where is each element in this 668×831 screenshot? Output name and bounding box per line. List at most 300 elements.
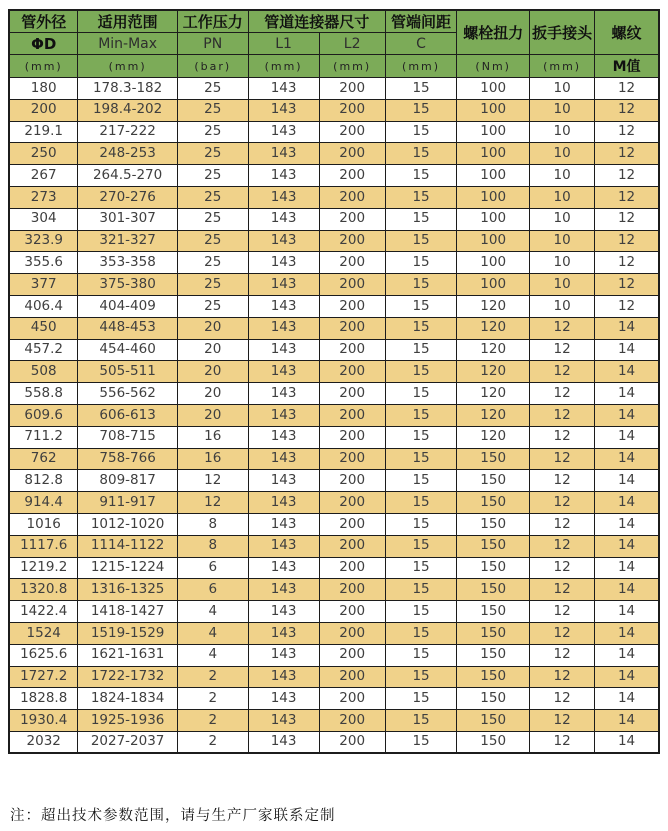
cell-working_pressure_bar: 8 (177, 513, 248, 535)
cell-thread_M_value: 14 (595, 731, 659, 753)
cell-working_pressure_bar: 20 (177, 361, 248, 383)
cell-bolt_torque_Nm: 100 (457, 252, 530, 274)
cell-L1_mm: 143 (248, 666, 319, 688)
cell-L1_mm: 143 (248, 644, 319, 666)
cell-bolt_torque_Nm: 120 (457, 295, 530, 317)
cell-working_pressure_bar: 6 (177, 557, 248, 579)
header-symbol-c: C (385, 33, 456, 55)
cell-thread_M_value: 14 (595, 404, 659, 426)
cell-bolt_torque_Nm: 150 (457, 601, 530, 623)
cell-wrench_size_mm: 12 (530, 622, 595, 644)
cell-pipe_outer_diameter_mm: 267 (9, 165, 78, 187)
table-row (9, 470, 659, 492)
cell-pipe_end_gap_C_mm: 15 (385, 78, 456, 100)
cell-bolt_torque_Nm: 100 (457, 78, 530, 100)
cell-applicable_range_mm: 198.4-202 (78, 99, 177, 121)
cell-applicable_range_mm: 1215-1224 (78, 557, 177, 579)
cell-pipe_end_gap_C_mm: 15 (385, 317, 456, 339)
cell-L1_mm: 143 (248, 99, 319, 121)
cell-working_pressure_bar: 2 (177, 731, 248, 753)
cell-wrench_size_mm: 12 (530, 383, 595, 405)
unit-pressure: (bar) (177, 55, 248, 78)
cell-bolt_torque_Nm: 100 (457, 143, 530, 165)
header-applicable-range: 适用范围 (78, 10, 177, 33)
cell-pipe_outer_diameter_mm: 323.9 (9, 230, 78, 252)
cell-working_pressure_bar: 20 (177, 404, 248, 426)
cell-pipe_end_gap_C_mm: 15 (385, 644, 456, 666)
header-outer-diameter: 管外径 (9, 10, 78, 33)
cell-pipe_outer_diameter_mm: 1524 (9, 622, 78, 644)
cell-L2_mm: 200 (319, 513, 385, 535)
cell-pipe_outer_diameter_mm: 200 (9, 99, 78, 121)
cell-L1_mm: 143 (248, 317, 319, 339)
cell-thread_M_value: 12 (595, 186, 659, 208)
cell-applicable_range_mm: 1722-1732 (78, 666, 177, 688)
cell-applicable_range_mm: 708-715 (78, 426, 177, 448)
header-bolt-torque: 螺栓扭力 (457, 10, 530, 55)
cell-applicable_range_mm: 1114-1122 (78, 535, 177, 557)
cell-L2_mm: 200 (319, 404, 385, 426)
cell-wrench_size_mm: 10 (530, 295, 595, 317)
cell-thread_M_value: 14 (595, 317, 659, 339)
cell-L2_mm: 200 (319, 383, 385, 405)
cell-applicable_range_mm: 178.3-182 (78, 78, 177, 100)
cell-pipe_end_gap_C_mm: 15 (385, 295, 456, 317)
cell-pipe_end_gap_C_mm: 15 (385, 274, 456, 296)
cell-pipe_outer_diameter_mm: 377 (9, 274, 78, 296)
cell-applicable_range_mm: 1925-1936 (78, 710, 177, 732)
cell-L1_mm: 143 (248, 601, 319, 623)
cell-bolt_torque_Nm: 150 (457, 731, 530, 753)
cell-wrench_size_mm: 10 (530, 186, 595, 208)
cell-thread_M_value: 14 (595, 361, 659, 383)
cell-bolt_torque_Nm: 100 (457, 208, 530, 230)
cell-L1_mm: 143 (248, 274, 319, 296)
cell-pipe_outer_diameter_mm: 273 (9, 186, 78, 208)
cell-pipe_end_gap_C_mm: 15 (385, 448, 456, 470)
cell-wrench_size_mm: 12 (530, 426, 595, 448)
cell-L2_mm: 200 (319, 644, 385, 666)
cell-pipe_end_gap_C_mm: 15 (385, 208, 456, 230)
cell-pipe_end_gap_C_mm: 15 (385, 383, 456, 405)
cell-thread_M_value: 12 (595, 252, 659, 274)
cell-L1_mm: 143 (248, 579, 319, 601)
header-wrench-size: 扳手接头 (530, 10, 595, 55)
cell-bolt_torque_Nm: 100 (457, 165, 530, 187)
cell-L1_mm: 143 (248, 557, 319, 579)
table-row (9, 535, 659, 557)
cell-thread_M_value: 14 (595, 622, 659, 644)
cell-pipe_end_gap_C_mm: 15 (385, 513, 456, 535)
cell-thread_M_value: 12 (595, 165, 659, 187)
footer-note: 注：超出技术参数范围，请与生产厂家联系定制 (10, 808, 336, 824)
cell-L1_mm: 143 (248, 688, 319, 710)
cell-pipe_outer_diameter_mm: 1930.4 (9, 710, 78, 732)
cell-thread_M_value: 14 (595, 644, 659, 666)
unit-range: (mm) (78, 55, 177, 78)
cell-pipe_outer_diameter_mm: 406.4 (9, 295, 78, 317)
cell-pipe_end_gap_C_mm: 15 (385, 426, 456, 448)
table-row (9, 622, 659, 644)
table-row (9, 644, 659, 666)
cell-applicable_range_mm: 1012-1020 (78, 513, 177, 535)
cell-pipe_end_gap_C_mm: 15 (385, 361, 456, 383)
cell-bolt_torque_Nm: 100 (457, 99, 530, 121)
cell-pipe_outer_diameter_mm: 219.1 (9, 121, 78, 143)
cell-L2_mm: 200 (319, 121, 385, 143)
cell-pipe_end_gap_C_mm: 15 (385, 99, 456, 121)
unit-bolt-torque: (Nm) (457, 55, 530, 78)
cell-pipe_outer_diameter_mm: 812.8 (9, 470, 78, 492)
table-row (9, 688, 659, 710)
cell-L1_mm: 143 (248, 121, 319, 143)
cell-working_pressure_bar: 25 (177, 208, 248, 230)
cell-applicable_range_mm: 217-222 (78, 121, 177, 143)
cell-wrench_size_mm: 12 (530, 644, 595, 666)
cell-thread_M_value: 14 (595, 513, 659, 535)
cell-wrench_size_mm: 12 (530, 317, 595, 339)
cell-thread_M_value: 12 (595, 230, 659, 252)
cell-pipe_outer_diameter_mm: 304 (9, 208, 78, 230)
cell-L1_mm: 143 (248, 208, 319, 230)
cell-pipe_end_gap_C_mm: 15 (385, 622, 456, 644)
cell-L1_mm: 143 (248, 731, 319, 753)
table-row (9, 143, 659, 165)
cell-L2_mm: 200 (319, 557, 385, 579)
cell-L2_mm: 200 (319, 274, 385, 296)
cell-wrench_size_mm: 12 (530, 688, 595, 710)
cell-thread_M_value: 14 (595, 470, 659, 492)
cell-working_pressure_bar: 20 (177, 317, 248, 339)
cell-working_pressure_bar: 2 (177, 688, 248, 710)
table-row (9, 361, 659, 383)
cell-thread_M_value: 14 (595, 383, 659, 405)
cell-L1_mm: 143 (248, 513, 319, 535)
cell-pipe_end_gap_C_mm: 15 (385, 579, 456, 601)
table-row (9, 710, 659, 732)
cell-thread_M_value: 12 (595, 295, 659, 317)
cell-wrench_size_mm: 10 (530, 252, 595, 274)
unit-outer-diameter: (mm) (9, 55, 78, 78)
cell-thread_M_value: 12 (595, 274, 659, 296)
table-body (9, 78, 659, 754)
cell-working_pressure_bar: 4 (177, 644, 248, 666)
cell-wrench_size_mm: 12 (530, 470, 595, 492)
cell-bolt_torque_Nm: 150 (457, 622, 530, 644)
header-symbol-phi-d: ΦD (9, 33, 78, 55)
cell-applicable_range_mm: 248-253 (78, 143, 177, 165)
cell-working_pressure_bar: 25 (177, 252, 248, 274)
cell-L1_mm: 143 (248, 383, 319, 405)
cell-working_pressure_bar: 12 (177, 470, 248, 492)
cell-bolt_torque_Nm: 150 (457, 448, 530, 470)
cell-pipe_end_gap_C_mm: 15 (385, 143, 456, 165)
cell-working_pressure_bar: 25 (177, 295, 248, 317)
cell-applicable_range_mm: 505-511 (78, 361, 177, 383)
cell-bolt_torque_Nm: 120 (457, 361, 530, 383)
table-row (9, 230, 659, 252)
cell-thread_M_value: 12 (595, 99, 659, 121)
cell-bolt_torque_Nm: 100 (457, 186, 530, 208)
cell-L2_mm: 200 (319, 535, 385, 557)
cell-L2_mm: 200 (319, 731, 385, 753)
cell-wrench_size_mm: 12 (530, 557, 595, 579)
cell-applicable_range_mm: 353-358 (78, 252, 177, 274)
cell-pipe_end_gap_C_mm: 15 (385, 710, 456, 732)
cell-pipe_outer_diameter_mm: 609.6 (9, 404, 78, 426)
table-row (9, 404, 659, 426)
cell-L1_mm: 143 (248, 426, 319, 448)
cell-working_pressure_bar: 25 (177, 143, 248, 165)
cell-L1_mm: 143 (248, 404, 319, 426)
cell-bolt_torque_Nm: 120 (457, 404, 530, 426)
cell-wrench_size_mm: 10 (530, 99, 595, 121)
table-row (9, 601, 659, 623)
cell-working_pressure_bar: 2 (177, 710, 248, 732)
cell-wrench_size_mm: 10 (530, 143, 595, 165)
cell-working_pressure_bar: 8 (177, 535, 248, 557)
cell-L2_mm: 200 (319, 622, 385, 644)
cell-thread_M_value: 14 (595, 557, 659, 579)
pipe-connector-spec-table (8, 9, 660, 754)
cell-working_pressure_bar: 2 (177, 666, 248, 688)
header-row-units (9, 55, 659, 78)
cell-thread_M_value: 14 (595, 666, 659, 688)
cell-applicable_range_mm: 911-917 (78, 492, 177, 514)
cell-pipe_outer_diameter_mm: 2032 (9, 731, 78, 753)
cell-L2_mm: 200 (319, 339, 385, 361)
unit-wrench: (mm) (530, 55, 595, 78)
cell-wrench_size_mm: 10 (530, 274, 595, 296)
cell-wrench_size_mm: 12 (530, 404, 595, 426)
cell-L2_mm: 200 (319, 295, 385, 317)
table-row (9, 513, 659, 535)
cell-pipe_outer_diameter_mm: 1625.6 (9, 644, 78, 666)
cell-thread_M_value: 12 (595, 121, 659, 143)
table-row (9, 557, 659, 579)
cell-L1_mm: 143 (248, 186, 319, 208)
header-connector-size-group: 管道连接器尺寸 (248, 10, 385, 33)
cell-applicable_range_mm: 404-409 (78, 295, 177, 317)
cell-applicable_range_mm: 1316-1325 (78, 579, 177, 601)
cell-bolt_torque_Nm: 150 (457, 688, 530, 710)
cell-working_pressure_bar: 25 (177, 99, 248, 121)
cell-bolt_torque_Nm: 150 (457, 710, 530, 732)
cell-wrench_size_mm: 12 (530, 579, 595, 601)
cell-wrench_size_mm: 12 (530, 710, 595, 732)
cell-wrench_size_mm: 10 (530, 121, 595, 143)
cell-working_pressure_bar: 25 (177, 186, 248, 208)
cell-L1_mm: 143 (248, 165, 319, 187)
cell-applicable_range_mm: 1621-1631 (78, 644, 177, 666)
cell-working_pressure_bar: 25 (177, 230, 248, 252)
cell-thread_M_value: 12 (595, 143, 659, 165)
cell-pipe_outer_diameter_mm: 1016 (9, 513, 78, 535)
cell-pipe_outer_diameter_mm: 180 (9, 78, 78, 100)
cell-thread_M_value: 14 (595, 535, 659, 557)
cell-applicable_range_mm: 301-307 (78, 208, 177, 230)
cell-applicable_range_mm: 448-453 (78, 317, 177, 339)
cell-L2_mm: 200 (319, 99, 385, 121)
cell-applicable_range_mm: 1519-1529 (78, 622, 177, 644)
cell-working_pressure_bar: 16 (177, 426, 248, 448)
cell-applicable_range_mm: 1824-1834 (78, 688, 177, 710)
cell-working_pressure_bar: 6 (177, 579, 248, 601)
unit-l2: (mm) (319, 55, 385, 78)
cell-working_pressure_bar: 20 (177, 383, 248, 405)
table-row (9, 99, 659, 121)
cell-pipe_outer_diameter_mm: 1727.2 (9, 666, 78, 688)
cell-bolt_torque_Nm: 100 (457, 230, 530, 252)
table-row (9, 165, 659, 187)
cell-L1_mm: 143 (248, 230, 319, 252)
unit-l1: (mm) (248, 55, 319, 78)
cell-pipe_end_gap_C_mm: 15 (385, 557, 456, 579)
cell-bolt_torque_Nm: 150 (457, 535, 530, 557)
cell-bolt_torque_Nm: 150 (457, 513, 530, 535)
cell-applicable_range_mm: 1418-1427 (78, 601, 177, 623)
header-symbol-l2: L2 (319, 33, 385, 55)
cell-wrench_size_mm: 12 (530, 666, 595, 688)
cell-pipe_end_gap_C_mm: 15 (385, 688, 456, 710)
table-header (9, 10, 659, 78)
cell-bolt_torque_Nm: 150 (457, 579, 530, 601)
table-row (9, 731, 659, 753)
cell-pipe_end_gap_C_mm: 15 (385, 339, 456, 361)
cell-wrench_size_mm: 10 (530, 230, 595, 252)
cell-working_pressure_bar: 25 (177, 165, 248, 187)
cell-L1_mm: 143 (248, 252, 319, 274)
cell-thread_M_value: 14 (595, 688, 659, 710)
cell-pipe_outer_diameter_mm: 1828.8 (9, 688, 78, 710)
table-row (9, 383, 659, 405)
cell-L2_mm: 200 (319, 579, 385, 601)
cell-L2_mm: 200 (319, 361, 385, 383)
cell-L2_mm: 200 (319, 426, 385, 448)
table-row (9, 186, 659, 208)
table-row (9, 666, 659, 688)
cell-thread_M_value: 14 (595, 426, 659, 448)
cell-applicable_range_mm: 454-460 (78, 339, 177, 361)
cell-bolt_torque_Nm: 150 (457, 470, 530, 492)
cell-working_pressure_bar: 4 (177, 601, 248, 623)
cell-thread_M_value: 14 (595, 579, 659, 601)
cell-pipe_end_gap_C_mm: 15 (385, 404, 456, 426)
cell-L1_mm: 143 (248, 339, 319, 361)
cell-L2_mm: 200 (319, 688, 385, 710)
cell-working_pressure_bar: 12 (177, 492, 248, 514)
cell-pipe_end_gap_C_mm: 15 (385, 230, 456, 252)
cell-pipe_outer_diameter_mm: 914.4 (9, 492, 78, 514)
cell-applicable_range_mm: 809-817 (78, 470, 177, 492)
cell-pipe_outer_diameter_mm: 355.6 (9, 252, 78, 274)
cell-applicable_range_mm: 375-380 (78, 274, 177, 296)
cell-pipe_end_gap_C_mm: 15 (385, 535, 456, 557)
header-symbol-l1: L1 (248, 33, 319, 55)
cell-thread_M_value: 14 (595, 339, 659, 361)
table-row (9, 252, 659, 274)
cell-working_pressure_bar: 20 (177, 339, 248, 361)
cell-bolt_torque_Nm: 150 (457, 644, 530, 666)
cell-pipe_outer_diameter_mm: 508 (9, 361, 78, 383)
table-row (9, 317, 659, 339)
cell-pipe_end_gap_C_mm: 15 (385, 731, 456, 753)
cell-L1_mm: 143 (248, 295, 319, 317)
cell-pipe_outer_diameter_mm: 450 (9, 317, 78, 339)
cell-L1_mm: 143 (248, 492, 319, 514)
cell-working_pressure_bar: 25 (177, 274, 248, 296)
cell-wrench_size_mm: 12 (530, 731, 595, 753)
cell-pipe_outer_diameter_mm: 1320.8 (9, 579, 78, 601)
cell-working_pressure_bar: 4 (177, 622, 248, 644)
cell-bolt_torque_Nm: 100 (457, 274, 530, 296)
table-row (9, 426, 659, 448)
cell-wrench_size_mm: 12 (530, 513, 595, 535)
cell-L2_mm: 200 (319, 252, 385, 274)
cell-L2_mm: 200 (319, 230, 385, 252)
unit-thread-m-value: M值 (595, 55, 659, 78)
cell-wrench_size_mm: 12 (530, 492, 595, 514)
cell-bolt_torque_Nm: 120 (457, 426, 530, 448)
cell-applicable_range_mm: 321-327 (78, 230, 177, 252)
header-symbol-min-max: Min-Max (78, 33, 177, 55)
cell-wrench_size_mm: 12 (530, 535, 595, 557)
cell-applicable_range_mm: 556-562 (78, 383, 177, 405)
header-working-pressure: 工作压力 (177, 10, 248, 33)
table-row (9, 448, 659, 470)
cell-pipe_outer_diameter_mm: 1422.4 (9, 601, 78, 623)
cell-L2_mm: 200 (319, 78, 385, 100)
cell-L2_mm: 200 (319, 492, 385, 514)
cell-thread_M_value: 12 (595, 78, 659, 100)
table-row (9, 78, 659, 100)
unit-end-gap: (mm) (385, 55, 456, 78)
cell-bolt_torque_Nm: 150 (457, 666, 530, 688)
cell-L2_mm: 200 (319, 601, 385, 623)
cell-working_pressure_bar: 25 (177, 121, 248, 143)
cell-wrench_size_mm: 10 (530, 208, 595, 230)
cell-L2_mm: 200 (319, 143, 385, 165)
cell-wrench_size_mm: 12 (530, 339, 595, 361)
cell-bolt_torque_Nm: 150 (457, 492, 530, 514)
cell-L1_mm: 143 (248, 448, 319, 470)
cell-pipe_outer_diameter_mm: 762 (9, 448, 78, 470)
cell-L1_mm: 143 (248, 143, 319, 165)
cell-working_pressure_bar: 16 (177, 448, 248, 470)
cell-L2_mm: 200 (319, 208, 385, 230)
cell-thread_M_value: 14 (595, 492, 659, 514)
cell-wrench_size_mm: 12 (530, 601, 595, 623)
cell-wrench_size_mm: 10 (530, 78, 595, 100)
cell-applicable_range_mm: 2027-2037 (78, 731, 177, 753)
table-row (9, 121, 659, 143)
cell-L1_mm: 143 (248, 361, 319, 383)
cell-pipe_outer_diameter_mm: 250 (9, 143, 78, 165)
cell-L2_mm: 200 (319, 448, 385, 470)
cell-bolt_torque_Nm: 120 (457, 339, 530, 361)
cell-pipe_outer_diameter_mm: 457.2 (9, 339, 78, 361)
cell-L2_mm: 200 (319, 186, 385, 208)
cell-bolt_torque_Nm: 150 (457, 557, 530, 579)
table-row (9, 295, 659, 317)
cell-applicable_range_mm: 264.5-270 (78, 165, 177, 187)
header-pipe-end-gap: 管端间距 (385, 10, 456, 33)
cell-pipe_end_gap_C_mm: 15 (385, 165, 456, 187)
cell-L1_mm: 143 (248, 535, 319, 557)
cell-L1_mm: 143 (248, 470, 319, 492)
cell-pipe_end_gap_C_mm: 15 (385, 121, 456, 143)
cell-pipe_end_gap_C_mm: 15 (385, 666, 456, 688)
